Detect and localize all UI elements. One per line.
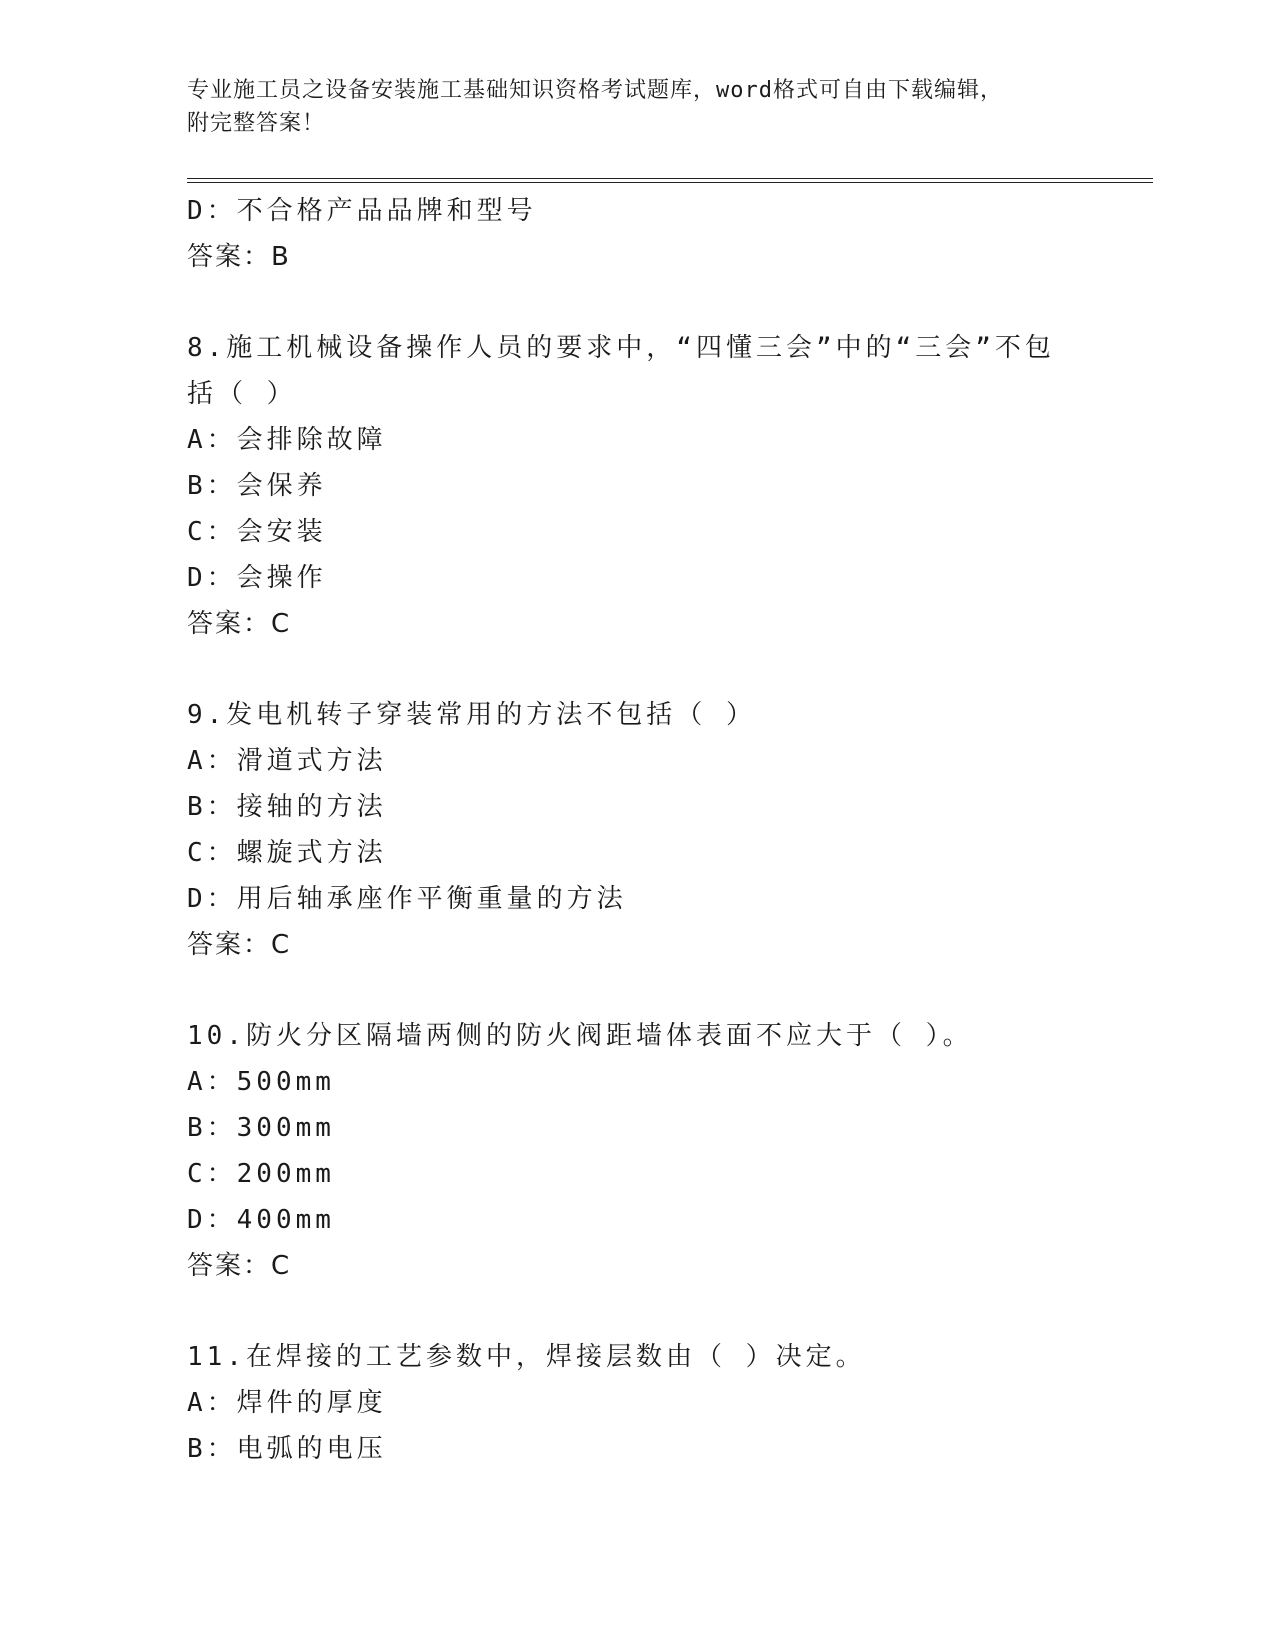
header-divider-bottom — [187, 182, 1153, 183]
option-b: B：300mm — [187, 1113, 335, 1143]
option-d: D：用后轴承座作平衡重量的方法 — [187, 884, 627, 914]
spacer — [187, 1289, 1087, 1334]
option-d: D：会操作 — [187, 563, 327, 593]
question-stem: 10.防火分区隔墙两侧的防火阀距墙体表面不应大于（ ）。 — [187, 1021, 973, 1051]
option-b: B：会保养 — [187, 471, 327, 501]
option-b: B：电弧的电压 — [187, 1434, 387, 1464]
question-7-tail — [187, 188, 1087, 280]
option-a: A：焊件的厚度 — [187, 1388, 387, 1418]
question-9 — [187, 692, 1087, 968]
spacer — [187, 280, 1087, 325]
question-stem: 11.在焊接的工艺参数中，焊接层数由（ ）决定。 — [187, 1342, 866, 1372]
option-a: A：500mm — [187, 1067, 335, 1097]
question-8 — [187, 325, 1087, 647]
option-b: B：接轴的方法 — [187, 792, 387, 822]
question-stem-line-1: 8.施工机械设备操作人员的要求中，“四懂三会”中的“三会”不包 — [187, 333, 1055, 363]
header-line-2: 附完整答案！ — [187, 111, 326, 136]
option-c: C：200mm — [187, 1159, 335, 1189]
question-stem-line-2: 括（ ） — [187, 379, 297, 409]
answer: 答案：C — [187, 609, 292, 639]
option-d: D：400mm — [187, 1205, 335, 1235]
spacer — [187, 647, 1087, 692]
option-a: A：滑道式方法 — [187, 746, 387, 776]
header-divider-top — [187, 178, 1153, 179]
question-stem: 9.发电机转子穿装常用的方法不包括（ ） — [187, 700, 756, 730]
option-c: C：螺旋式方法 — [187, 838, 387, 868]
option-c: C：会安装 — [187, 517, 327, 547]
question-11 — [187, 1334, 1087, 1472]
answer: 答案：C — [187, 1251, 292, 1281]
answer: 答案：C — [187, 930, 292, 960]
question-10 — [187, 1013, 1087, 1289]
answer: 答案：B — [187, 242, 291, 272]
header-line-1: 专业施工员之设备安装施工基础知识资格考试题库，word格式可自由下载编辑， — [187, 78, 1003, 103]
question-list — [187, 188, 1087, 1472]
option-d: D：不合格产品品牌和型号 — [187, 196, 537, 226]
spacer — [187, 968, 1087, 1013]
option-a: A：会排除故障 — [187, 425, 387, 455]
document-header — [187, 74, 1067, 140]
